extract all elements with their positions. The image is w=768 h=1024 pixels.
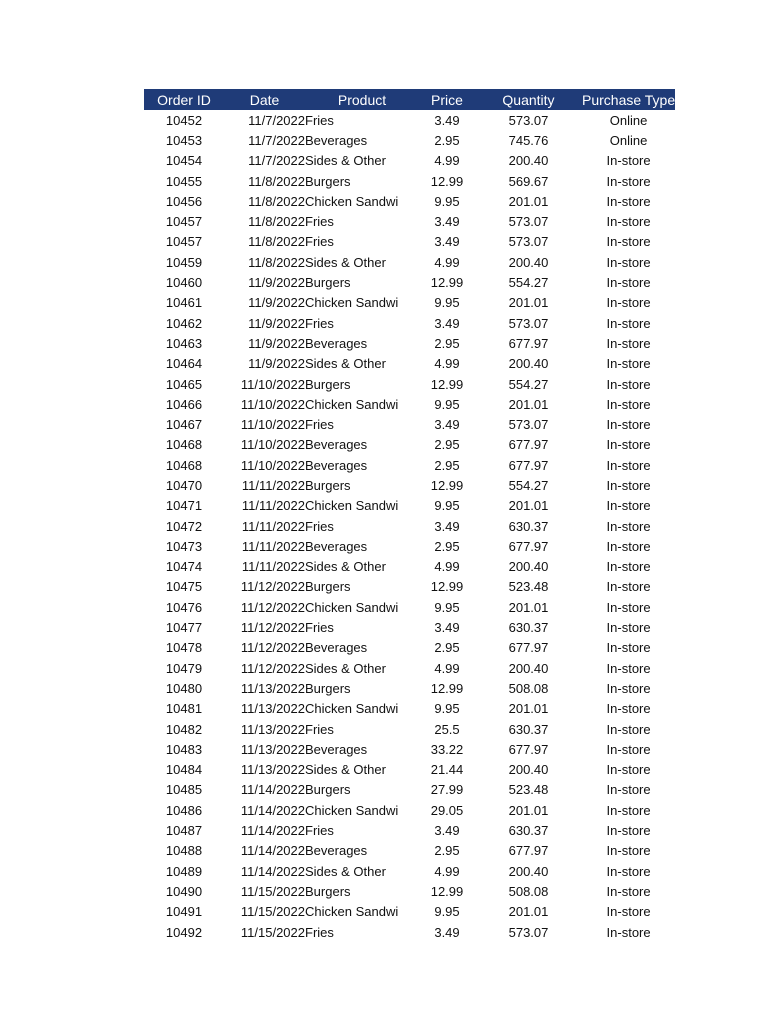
cell-price: 2.95 xyxy=(434,640,460,656)
cell-quantity: 573.07 xyxy=(508,112,549,128)
cell-price: 9.95 xyxy=(434,701,460,717)
cell-order-id: 10488 xyxy=(165,843,203,859)
cell-price: 29.05 xyxy=(430,802,464,818)
table-row xyxy=(144,557,675,577)
cell-price: 3.49 xyxy=(434,315,460,331)
cell-price: 3.49 xyxy=(434,214,460,230)
cell-purchase-type: In-store xyxy=(606,498,651,514)
table-body xyxy=(144,110,675,942)
cell-purchase-type: In-store xyxy=(606,823,651,839)
cell-date: 11/12/2022 xyxy=(240,599,305,615)
table-row xyxy=(144,232,675,252)
cell-date: 11/8/2022 xyxy=(248,254,305,270)
cell-purchase-type: In-store xyxy=(606,701,651,717)
table-row xyxy=(144,922,675,942)
header-quantity: Quantity xyxy=(475,89,582,110)
cell-quantity: 630.37 xyxy=(508,721,549,737)
cell-quantity: 200.40 xyxy=(508,356,549,372)
cell-product: Burgers xyxy=(305,883,351,899)
cell-purchase-type: In-store xyxy=(606,376,651,392)
cell-date: 11/13/2022 xyxy=(240,680,305,696)
cell-product: Beverages xyxy=(305,741,368,757)
cell-date: 11/10/2022 xyxy=(240,437,305,453)
cell-order-id: 10455 xyxy=(165,173,203,189)
cell-date: 11/10/2022 xyxy=(240,457,305,473)
cell-order-id: 10453 xyxy=(165,132,203,148)
cell-date: 11/10/2022 xyxy=(240,417,305,433)
cell-date: 11/9/2022 xyxy=(248,335,305,351)
cell-order-id: 10490 xyxy=(165,883,203,899)
cell-purchase-type: In-store xyxy=(606,518,651,534)
cell-purchase-type: Online xyxy=(609,132,648,148)
cell-order-id: 10491 xyxy=(165,904,203,920)
cell-date: 11/11/2022 xyxy=(241,518,305,534)
cell-purchase-type: In-store xyxy=(606,741,651,757)
cell-price: 9.95 xyxy=(434,599,460,615)
cell-product: Beverages xyxy=(305,538,368,554)
cell-order-id: 10482 xyxy=(165,721,203,737)
cell-purchase-type: In-store xyxy=(606,802,651,818)
cell-purchase-type: In-store xyxy=(606,620,651,636)
table-row xyxy=(144,414,675,434)
cell-price: 4.99 xyxy=(434,660,460,676)
table-row xyxy=(144,861,675,881)
cell-quantity: 201.01 xyxy=(508,904,549,920)
table-row xyxy=(144,780,675,800)
cell-date: 11/10/2022 xyxy=(240,376,305,392)
cell-purchase-type: In-store xyxy=(606,356,651,372)
orders-table xyxy=(144,89,675,942)
table-row xyxy=(144,658,675,678)
cell-price: 3.49 xyxy=(434,518,460,534)
cell-purchase-type: In-store xyxy=(606,782,651,798)
cell-quantity: 677.97 xyxy=(508,741,549,757)
cell-order-id: 10483 xyxy=(165,741,203,757)
cell-product: Chicken Sandwi xyxy=(305,904,399,920)
cell-order-id: 10457 xyxy=(165,214,203,230)
cell-date: 11/13/2022 xyxy=(240,762,305,778)
cell-purchase-type: In-store xyxy=(606,477,651,493)
cell-price: 12.99 xyxy=(430,680,464,696)
cell-order-id: 10452 xyxy=(165,112,203,128)
cell-product: Chicken Sandwi xyxy=(305,498,399,514)
cell-order-id: 10484 xyxy=(165,762,203,778)
cell-quantity: 569.67 xyxy=(508,173,549,189)
cell-date: 11/15/2022 xyxy=(240,883,305,899)
cell-order-id: 10461 xyxy=(165,295,203,311)
cell-date: 11/8/2022 xyxy=(248,193,305,209)
table-row xyxy=(144,475,675,495)
cell-product: Fries xyxy=(305,620,334,636)
cell-order-id: 10485 xyxy=(165,782,203,798)
cell-product: Burgers xyxy=(305,376,351,392)
cell-quantity: 200.40 xyxy=(508,863,549,879)
cell-price: 4.99 xyxy=(434,863,460,879)
cell-quantity: 677.97 xyxy=(508,538,549,554)
cell-date: 11/11/2022 xyxy=(241,498,305,514)
cell-date: 11/7/2022 xyxy=(248,132,305,148)
cell-order-id: 10468 xyxy=(165,437,203,453)
cell-product: Sides & Other xyxy=(305,153,386,169)
cell-product: Burgers xyxy=(305,477,351,493)
cell-product: Beverages xyxy=(305,640,368,656)
cell-purchase-type: In-store xyxy=(606,538,651,554)
cell-order-id: 10487 xyxy=(165,823,203,839)
table-row xyxy=(144,577,675,597)
cell-order-id: 10481 xyxy=(165,701,203,717)
cell-purchase-type: In-store xyxy=(606,599,651,615)
cell-quantity: 677.97 xyxy=(508,457,549,473)
cell-quantity: 554.27 xyxy=(508,477,549,493)
cell-date: 11/10/2022 xyxy=(240,396,305,412)
cell-quantity: 200.40 xyxy=(508,762,549,778)
cell-quantity: 630.37 xyxy=(508,620,549,636)
cell-quantity: 677.97 xyxy=(508,843,549,859)
cell-quantity: 201.01 xyxy=(508,396,549,412)
cell-quantity: 630.37 xyxy=(508,823,549,839)
cell-price: 21.44 xyxy=(430,762,464,778)
cell-order-id: 10472 xyxy=(165,518,203,534)
cell-order-id: 10470 xyxy=(165,477,203,493)
cell-purchase-type: In-store xyxy=(606,904,651,920)
cell-purchase-type: In-store xyxy=(606,924,651,940)
cell-date: 11/12/2022 xyxy=(240,579,305,595)
cell-quantity: 523.48 xyxy=(508,782,549,798)
cell-date: 11/13/2022 xyxy=(240,721,305,737)
cell-product: Beverages xyxy=(305,132,368,148)
table-row xyxy=(144,313,675,333)
cell-purchase-type: In-store xyxy=(606,295,651,311)
cell-price: 4.99 xyxy=(434,356,460,372)
table-row xyxy=(144,110,675,130)
cell-date: 11/14/2022 xyxy=(240,843,305,859)
cell-date: 11/7/2022 xyxy=(248,153,305,169)
cell-price: 12.99 xyxy=(430,883,464,899)
cell-purchase-type: In-store xyxy=(606,680,651,696)
table-row xyxy=(144,354,675,374)
cell-product: Sides & Other xyxy=(305,863,386,879)
cell-date: 11/14/2022 xyxy=(240,863,305,879)
cell-price: 3.49 xyxy=(434,924,460,940)
cell-purchase-type: In-store xyxy=(606,254,651,270)
cell-purchase-type: In-store xyxy=(606,396,651,412)
header-price: Price xyxy=(419,89,475,110)
cell-date: 11/11/2022 xyxy=(241,538,305,554)
table-row xyxy=(144,699,675,719)
cell-quantity: 508.08 xyxy=(508,680,549,696)
cell-purchase-type: In-store xyxy=(606,843,651,859)
cell-order-id: 10466 xyxy=(165,396,203,412)
cell-purchase-type: Online xyxy=(609,112,648,128)
cell-quantity: 201.01 xyxy=(508,295,549,311)
header-date: Date xyxy=(224,89,305,110)
cell-order-id: 10473 xyxy=(165,538,203,554)
cell-purchase-type: In-store xyxy=(606,214,651,230)
cell-date: 11/9/2022 xyxy=(248,356,305,372)
table-row xyxy=(144,272,675,292)
cell-order-id: 10464 xyxy=(165,356,203,372)
cell-price: 2.95 xyxy=(434,437,460,453)
cell-purchase-type: In-store xyxy=(606,721,651,737)
cell-product: Beverages xyxy=(305,843,368,859)
cell-purchase-type: In-store xyxy=(606,275,651,291)
cell-purchase-type: In-store xyxy=(606,315,651,331)
cell-purchase-type: In-store xyxy=(606,883,651,899)
cell-quantity: 200.40 xyxy=(508,153,549,169)
table-row xyxy=(144,617,675,637)
cell-product: Fries xyxy=(305,315,334,331)
cell-date: 11/9/2022 xyxy=(248,295,305,311)
cell-order-id: 10457 xyxy=(165,234,203,250)
cell-date: 11/12/2022 xyxy=(240,660,305,676)
cell-date: 11/13/2022 xyxy=(240,701,305,717)
cell-purchase-type: In-store xyxy=(606,153,651,169)
cell-quantity: 200.40 xyxy=(508,660,549,676)
cell-product: Burgers xyxy=(305,680,351,696)
table-row xyxy=(144,252,675,272)
cell-product: Beverages xyxy=(305,437,368,453)
cell-date: 11/8/2022 xyxy=(248,214,305,230)
header-row xyxy=(144,89,675,110)
cell-order-id: 10456 xyxy=(165,193,203,209)
cell-product: Burgers xyxy=(305,579,351,595)
cell-quantity: 508.08 xyxy=(508,883,549,899)
cell-product: Burgers xyxy=(305,173,351,189)
cell-product: Fries xyxy=(305,924,334,940)
cell-product: Chicken Sandwi xyxy=(305,396,399,412)
cell-price: 2.95 xyxy=(434,335,460,351)
cell-quantity: 201.01 xyxy=(508,802,549,818)
cell-product: Fries xyxy=(305,214,334,230)
cell-product: Sides & Other xyxy=(305,762,386,778)
cell-date: 11/9/2022 xyxy=(248,315,305,331)
cell-product: Fries xyxy=(305,823,334,839)
cell-price: 3.49 xyxy=(434,417,460,433)
table-row xyxy=(144,130,675,150)
cell-product: Chicken Sandwi xyxy=(305,701,399,717)
cell-purchase-type: In-store xyxy=(606,457,651,473)
cell-quantity: 677.97 xyxy=(508,437,549,453)
table-row xyxy=(144,820,675,840)
cell-purchase-type: In-store xyxy=(606,640,651,656)
cell-price: 4.99 xyxy=(434,254,460,270)
cell-price: 27.99 xyxy=(430,782,464,798)
cell-quantity: 200.40 xyxy=(508,254,549,270)
cell-product: Chicken Sandwi xyxy=(305,295,399,311)
cell-quantity: 201.01 xyxy=(508,701,549,717)
cell-price: 9.95 xyxy=(434,193,460,209)
cell-order-id: 10478 xyxy=(165,640,203,656)
cell-product: Burgers xyxy=(305,275,351,291)
table-row xyxy=(144,496,675,516)
cell-date: 11/8/2022 xyxy=(248,173,305,189)
cell-price: 3.49 xyxy=(434,620,460,636)
cell-quantity: 201.01 xyxy=(508,498,549,514)
cell-product: Chicken Sandwi xyxy=(305,802,399,818)
cell-product: Sides & Other xyxy=(305,254,386,270)
table-header xyxy=(144,89,675,110)
cell-price: 12.99 xyxy=(430,173,464,189)
cell-price: 2.95 xyxy=(434,457,460,473)
cell-order-id: 10454 xyxy=(165,153,203,169)
cell-price: 9.95 xyxy=(434,295,460,311)
cell-product: Fries xyxy=(305,518,334,534)
cell-date: 11/14/2022 xyxy=(240,802,305,818)
cell-order-id: 10471 xyxy=(165,498,203,514)
cell-order-id: 10479 xyxy=(165,660,203,676)
cell-order-id: 10476 xyxy=(165,599,203,615)
table-row xyxy=(144,841,675,861)
cell-product: Fries xyxy=(305,417,334,433)
cell-order-id: 10475 xyxy=(165,579,203,595)
table-row xyxy=(144,171,675,191)
cell-price: 2.95 xyxy=(434,538,460,554)
cell-order-id: 10474 xyxy=(165,559,203,575)
cell-purchase-type: In-store xyxy=(606,559,651,575)
cell-price: 25.5 xyxy=(434,721,460,737)
cell-order-id: 10486 xyxy=(165,802,203,818)
table-row xyxy=(144,516,675,536)
table-row xyxy=(144,800,675,820)
cell-price: 12.99 xyxy=(430,579,464,595)
table-row xyxy=(144,638,675,658)
cell-date: 11/14/2022 xyxy=(240,782,305,798)
cell-product: Chicken Sandwi xyxy=(305,193,399,209)
cell-quantity: 523.48 xyxy=(508,579,549,595)
cell-price: 3.49 xyxy=(434,823,460,839)
table-row xyxy=(144,151,675,171)
cell-date: 11/11/2022 xyxy=(241,559,305,575)
cell-price: 3.49 xyxy=(434,234,460,250)
cell-quantity: 200.40 xyxy=(508,559,549,575)
cell-product: Sides & Other xyxy=(305,559,386,575)
cell-order-id: 10492 xyxy=(165,924,203,940)
header-product: Product xyxy=(305,89,419,110)
table-row xyxy=(144,333,675,353)
table-row xyxy=(144,902,675,922)
cell-order-id: 10480 xyxy=(165,680,203,696)
table-row xyxy=(144,455,675,475)
table-row xyxy=(144,394,675,414)
cell-order-id: 10462 xyxy=(165,315,203,331)
cell-date: 11/14/2022 xyxy=(240,823,305,839)
cell-product: Sides & Other xyxy=(305,356,386,372)
cell-quantity: 554.27 xyxy=(508,275,549,291)
cell-product: Fries xyxy=(305,234,334,250)
cell-product: Burgers xyxy=(305,782,351,798)
cell-price: 9.95 xyxy=(434,498,460,514)
cell-price: 12.99 xyxy=(430,477,464,493)
header-purchase-type: Purchase Type xyxy=(582,89,675,110)
cell-price: 4.99 xyxy=(434,153,460,169)
table-row xyxy=(144,739,675,759)
table-row xyxy=(144,719,675,739)
cell-price: 2.95 xyxy=(434,132,460,148)
cell-price: 12.99 xyxy=(430,275,464,291)
cell-quantity: 677.97 xyxy=(508,335,549,351)
cell-date: 11/9/2022 xyxy=(248,275,305,291)
cell-date: 11/15/2022 xyxy=(240,904,305,920)
cell-quantity: 573.07 xyxy=(508,315,549,331)
cell-product: Chicken Sandwi xyxy=(305,599,399,615)
cell-price: 3.49 xyxy=(434,112,460,128)
cell-price: 12.99 xyxy=(430,376,464,392)
cell-quantity: 677.97 xyxy=(508,640,549,656)
cell-price: 9.95 xyxy=(434,396,460,412)
table-row xyxy=(144,760,675,780)
cell-purchase-type: In-store xyxy=(606,762,651,778)
cell-purchase-type: In-store xyxy=(606,417,651,433)
cell-purchase-type: In-store xyxy=(606,660,651,676)
cell-order-id: 10477 xyxy=(165,620,203,636)
cell-price: 4.99 xyxy=(434,559,460,575)
cell-quantity: 201.01 xyxy=(508,599,549,615)
cell-date: 11/12/2022 xyxy=(240,640,305,656)
cell-purchase-type: In-store xyxy=(606,437,651,453)
cell-purchase-type: In-store xyxy=(606,863,651,879)
cell-quantity: 573.07 xyxy=(508,214,549,230)
cell-purchase-type: In-store xyxy=(606,173,651,189)
cell-order-id: 10460 xyxy=(165,275,203,291)
cell-price: 2.95 xyxy=(434,843,460,859)
cell-quantity: 573.07 xyxy=(508,417,549,433)
table-row xyxy=(144,597,675,617)
cell-quantity: 745.76 xyxy=(508,132,549,148)
cell-product: Fries xyxy=(305,721,334,737)
cell-purchase-type: In-store xyxy=(606,335,651,351)
cell-product: Beverages xyxy=(305,457,368,473)
cell-order-id: 10463 xyxy=(165,335,203,351)
cell-price: 9.95 xyxy=(434,904,460,920)
cell-order-id: 10459 xyxy=(165,254,203,270)
header-order-id: Order ID xyxy=(144,89,224,110)
cell-date: 11/15/2022 xyxy=(240,924,305,940)
cell-quantity: 554.27 xyxy=(508,376,549,392)
cell-quantity: 630.37 xyxy=(508,518,549,534)
table-row xyxy=(144,678,675,698)
table-row xyxy=(144,881,675,901)
table-row xyxy=(144,293,675,313)
cell-purchase-type: In-store xyxy=(606,579,651,595)
cell-date: 11/7/2022 xyxy=(248,112,305,128)
cell-quantity: 573.07 xyxy=(508,234,549,250)
cell-price: 33.22 xyxy=(430,741,464,757)
cell-product: Sides & Other xyxy=(305,660,386,676)
cell-order-id: 10468 xyxy=(165,457,203,473)
cell-product: Fries xyxy=(305,112,334,128)
cell-product: Beverages xyxy=(305,335,368,351)
table-row xyxy=(144,435,675,455)
cell-order-id: 10467 xyxy=(165,417,203,433)
table-row xyxy=(144,374,675,394)
cell-order-id: 10465 xyxy=(165,376,203,392)
cell-date: 11/11/2022 xyxy=(241,477,305,493)
cell-purchase-type: In-store xyxy=(606,234,651,250)
table-row xyxy=(144,536,675,556)
cell-quantity: 201.01 xyxy=(508,193,549,209)
cell-purchase-type: In-store xyxy=(606,193,651,209)
cell-quantity: 573.07 xyxy=(508,924,549,940)
table-row xyxy=(144,211,675,231)
cell-date: 11/12/2022 xyxy=(240,620,305,636)
table-row xyxy=(144,191,675,211)
cell-order-id: 10489 xyxy=(165,863,203,879)
cell-date: 11/13/2022 xyxy=(240,741,305,757)
cell-date: 11/8/2022 xyxy=(248,234,305,250)
